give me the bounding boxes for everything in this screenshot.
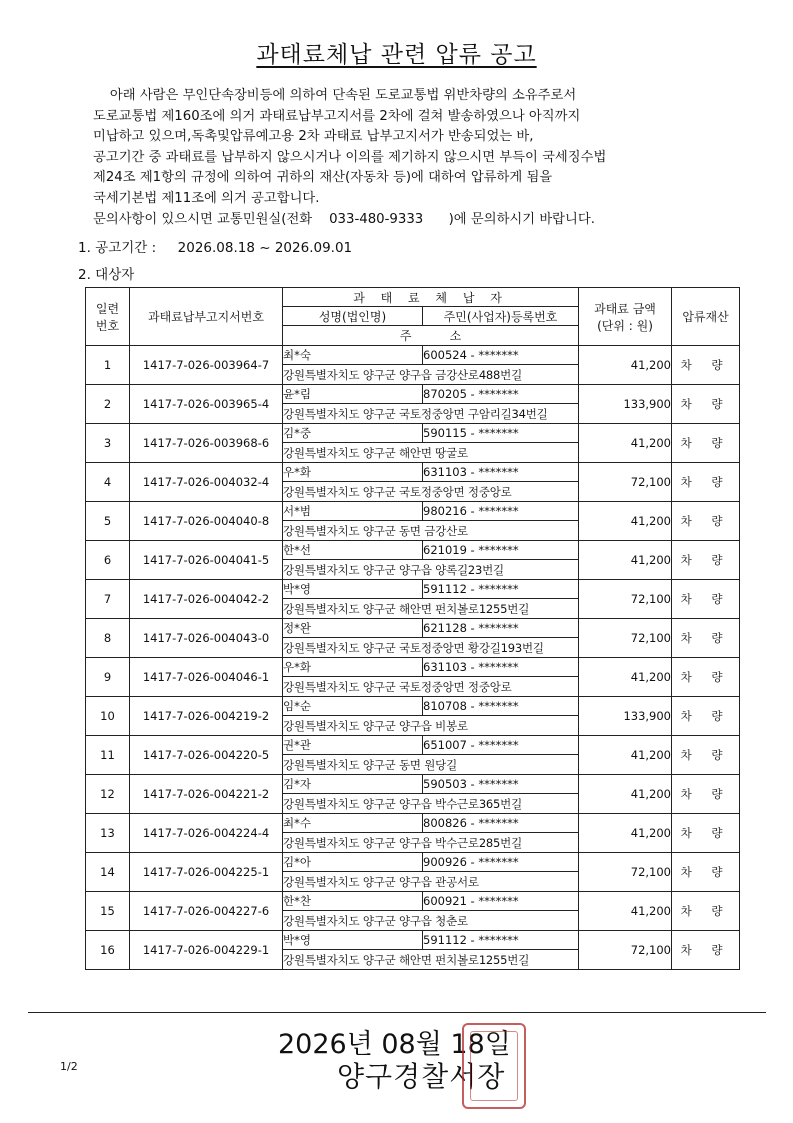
- cell-name: 윤*림: [283, 385, 423, 404]
- cell-notice-number: 1417-7-026-004225-1: [130, 853, 283, 892]
- cell-seized-property: 차 량: [672, 775, 740, 814]
- cell-notice-number: 1417-7-026-004040-8: [130, 502, 283, 541]
- notice-body-line: 제24조 제1항의 규정에 의하여 귀하의 재산(자동차 등)에 대하여 압류하게 됨을: [93, 170, 553, 186]
- cell-amount: 72,100: [579, 931, 672, 970]
- cell-no: 3: [86, 424, 130, 463]
- cell-registration-number: 631103 - *******: [423, 463, 579, 482]
- cell-no: 10: [86, 697, 130, 736]
- header-registration-number: 주민(사업자)등록번호: [423, 307, 579, 326]
- header-address: 주 소: [283, 326, 579, 346]
- cell-amount: 72,100: [579, 619, 672, 658]
- table-row: [86, 385, 740, 404]
- notice-body-line: 도로교통법 제160조에 의거 과태료납부고지서를 2차에 걸쳐 발송하였으나 아직까지: [93, 108, 581, 124]
- table-row: [86, 736, 740, 755]
- cell-name: 김*중: [283, 424, 423, 443]
- delinquent-table: [85, 287, 740, 970]
- table-row: [86, 541, 740, 560]
- cell-notice-number: 1417-7-026-004227-6: [130, 892, 283, 931]
- cell-amount: 41,200: [579, 502, 672, 541]
- table-row: [86, 580, 740, 599]
- cell-notice-number: 1417-7-026-004224-4: [130, 814, 283, 853]
- cell-no: 1: [86, 346, 130, 385]
- table-row: [86, 424, 740, 443]
- table-row: [86, 346, 740, 365]
- cell-address: 강원특별자치도 양구군 국토정중앙면 정중앙로: [283, 482, 579, 502]
- cell-registration-number: 631103 - *******: [423, 658, 579, 677]
- cell-no: 16: [86, 931, 130, 970]
- cell-seized-property: 차 량: [672, 502, 740, 541]
- cell-amount: 41,200: [579, 775, 672, 814]
- table-row: [86, 775, 740, 794]
- cell-seized-property: 차 량: [672, 658, 740, 697]
- cell-registration-number: 810708 - *******: [423, 697, 579, 716]
- table-row: [86, 463, 740, 482]
- cell-registration-number: 590503 - *******: [423, 775, 579, 794]
- cell-registration-number: 600921 - *******: [423, 892, 579, 911]
- cell-amount: 133,900: [579, 697, 672, 736]
- cell-amount: 41,200: [579, 736, 672, 775]
- cell-address: 강원특별자치도 양구군 해안면 펀치볼로1255번길: [283, 599, 579, 619]
- cell-address: 강원특별자치도 양구군 양구읍 비봉로: [283, 716, 579, 736]
- cell-address: 강원특별자치도 양구군 국토정중앙면 구암리길34번길: [283, 404, 579, 424]
- cell-no: 13: [86, 814, 130, 853]
- table-row: [86, 892, 740, 911]
- cell-seized-property: 차 량: [672, 580, 740, 619]
- cell-address: 강원특별자치도 양구군 동면 금강산로: [283, 521, 579, 541]
- cell-no: 11: [86, 736, 130, 775]
- cell-amount: 41,200: [579, 541, 672, 580]
- notice-period-value: 2026.08.18 ~ 2026.09.01: [177, 240, 353, 256]
- table-row: [86, 697, 740, 716]
- cell-registration-number: 800826 - *******: [423, 814, 579, 833]
- cell-seized-property: 차 량: [672, 931, 740, 970]
- page-number: 1/2: [60, 1060, 78, 1073]
- table-row: [86, 619, 740, 638]
- cell-no: 9: [86, 658, 130, 697]
- cell-address: 강원특별자치도 양구군 해안면 땅굴로: [283, 443, 579, 463]
- cell-no: 6: [86, 541, 130, 580]
- cell-no: 14: [86, 853, 130, 892]
- cell-amount: 41,200: [579, 814, 672, 853]
- cell-address: 강원특별자치도 양구군 양구읍 청춘로: [283, 911, 579, 931]
- notice-body-line: 국세기본법 제11조에 의거 공고합니다.: [93, 190, 320, 206]
- cell-amount: 41,200: [579, 346, 672, 385]
- cell-address: 강원특별자치도 양구군 동면 원당길: [283, 755, 579, 775]
- cell-seized-property: 차 량: [672, 736, 740, 775]
- cell-notice-number: 1417-7-026-003968-6: [130, 424, 283, 463]
- official-seal: [462, 1023, 526, 1109]
- cell-amount: 41,200: [579, 658, 672, 697]
- cell-no: 4: [86, 463, 130, 502]
- cell-no: 12: [86, 775, 130, 814]
- cell-registration-number: 591112 - *******: [423, 931, 579, 950]
- table-row: [86, 853, 740, 872]
- cell-notice-number: 1417-7-026-004041-5: [130, 541, 283, 580]
- notice-body-line: 아래 사람은 무인단속장비등에 의하여 단속된 도로교통법 위반차량의 소유주로서: [93, 88, 577, 103]
- cell-notice-number: 1417-7-026-004043-0: [130, 619, 283, 658]
- cell-name: 최*숙: [283, 346, 423, 365]
- cell-registration-number: 900926 - *******: [423, 853, 579, 872]
- cell-registration-number: 600524 - *******: [423, 346, 579, 365]
- cell-no: 5: [86, 502, 130, 541]
- header-no: 일련 번호: [86, 288, 130, 346]
- cell-notice-number: 1417-7-026-004032-4: [130, 463, 283, 502]
- header-notice-number: 과태료납부고지서번호: [130, 288, 283, 346]
- table-row: [86, 502, 740, 521]
- cell-notice-number: 1417-7-026-004042-2: [130, 580, 283, 619]
- cell-address: 강원특별자치도 양구군 양구읍 양록길23번길: [283, 560, 579, 580]
- cell-registration-number: 651007 - *******: [423, 736, 579, 755]
- cell-registration-number: 870205 - *******: [423, 385, 579, 404]
- cell-notice-number: 1417-7-026-004220-5: [130, 736, 283, 775]
- cell-seized-property: 차 량: [672, 697, 740, 736]
- cell-no: 2: [86, 385, 130, 424]
- cell-address: 강원특별자치도 양구군 양구읍 박수근로365번길: [283, 794, 579, 814]
- cell-name: 우*화: [283, 658, 423, 677]
- cell-seized-property: 차 량: [672, 619, 740, 658]
- cell-name: 김*자: [283, 775, 423, 794]
- cell-amount: 72,100: [579, 580, 672, 619]
- cell-seized-property: 차 량: [672, 424, 740, 463]
- cell-registration-number: 621019 - *******: [423, 541, 579, 560]
- cell-name: 박*영: [283, 580, 423, 599]
- cell-notice-number: 1417-7-026-004219-2: [130, 697, 283, 736]
- cell-name: 박*영: [283, 931, 423, 950]
- cell-seized-property: 차 량: [672, 541, 740, 580]
- cell-no: 15: [86, 892, 130, 931]
- cell-amount: 41,200: [579, 424, 672, 463]
- cell-name: 정*완: [283, 619, 423, 638]
- cell-seized-property: 차 량: [672, 892, 740, 931]
- table-row: [86, 814, 740, 833]
- cell-amount: 133,900: [579, 385, 672, 424]
- notice-body-line: 미납하고 있으며,독촉및압류예고용 2차 과태료 납부고지서가 반송되었는 바,: [93, 129, 534, 145]
- header-seized-property: 압류재산: [672, 288, 740, 346]
- cell-address: 강원특별자치도 양구군 양구읍 금강산로488번길: [283, 365, 579, 385]
- cell-notice-number: 1417-7-026-003964-7: [130, 346, 283, 385]
- targets-heading: 2. 대상자: [78, 267, 135, 283]
- header-name: 성명(법인명): [283, 307, 423, 326]
- notice-body-line: 문의사항이 있으시면 교통민원실(전화 033-480-9333 )에 문의하시기 바랍니다.: [93, 211, 595, 227]
- header-amount: 과태료 금액 (단위 : 원): [579, 288, 672, 346]
- cell-registration-number: 621128 - *******: [423, 619, 579, 638]
- notice-period-label: 1. 공고기간 :: [78, 240, 157, 256]
- cell-registration-number: 591112 - *******: [423, 580, 579, 599]
- cell-address: 강원특별자치도 양구군 해안면 펀치볼로1255번길: [283, 950, 579, 970]
- cell-notice-number: 1417-7-026-004046-1: [130, 658, 283, 697]
- cell-seized-property: 차 량: [672, 463, 740, 502]
- cell-notice-number: 1417-7-026-003965-4: [130, 385, 283, 424]
- cell-name: 우*화: [283, 463, 423, 482]
- cell-no: 7: [86, 580, 130, 619]
- cell-name: 임*순: [283, 697, 423, 716]
- cell-notice-number: 1417-7-026-004221-2: [130, 775, 283, 814]
- cell-name: 권*관: [283, 736, 423, 755]
- cell-amount: 41,200: [579, 892, 672, 931]
- cell-name: 서*범: [283, 502, 423, 521]
- cell-seized-property: 차 량: [672, 385, 740, 424]
- cell-amount: 72,100: [579, 853, 672, 892]
- cell-address: 강원특별자치도 양구군 양구읍 관공서로: [283, 872, 579, 892]
- cell-registration-number: 980216 - *******: [423, 502, 579, 521]
- cell-seized-property: 차 량: [672, 853, 740, 892]
- cell-name: 최*수: [283, 814, 423, 833]
- footer-divider: [28, 1012, 766, 1013]
- cell-registration-number: 590115 - *******: [423, 424, 579, 443]
- cell-seized-property: 차 량: [672, 814, 740, 853]
- issue-date: 2026년 08월 18일: [278, 1029, 511, 1060]
- cell-address: 강원특별자치도 양구군 국토정중앙면 황강길193번길: [283, 638, 579, 658]
- cell-address: 강원특별자치도 양구군 국토정중앙면 정중앙로: [283, 677, 579, 697]
- cell-amount: 72,100: [579, 463, 672, 502]
- cell-seized-property: 차 량: [672, 346, 740, 385]
- table-row: [86, 931, 740, 950]
- issuer-name: 양구경찰서장: [337, 1060, 506, 1093]
- notice-body-line: 공고기간 중 과태료를 납부하지 않으시거나 이의를 제기하지 않으시면 부득이 국세징수법: [93, 149, 607, 165]
- cell-address: 강원특별자치도 양구군 양구읍 박수근로285번길: [283, 833, 579, 853]
- notice-body: [93, 86, 773, 230]
- cell-notice-number: 1417-7-026-004229-1: [130, 931, 283, 970]
- cell-name: 한*찬: [283, 892, 423, 911]
- page-title: 과태료체납 관련 압류 공고: [256, 42, 537, 68]
- header-debtor: 과 태 료 체 납 자: [283, 288, 579, 307]
- cell-no: 8: [86, 619, 130, 658]
- notice-period: [78, 236, 352, 256]
- cell-name: 한*선: [283, 541, 423, 560]
- table-row: [86, 658, 740, 677]
- cell-name: 김*아: [283, 853, 423, 872]
